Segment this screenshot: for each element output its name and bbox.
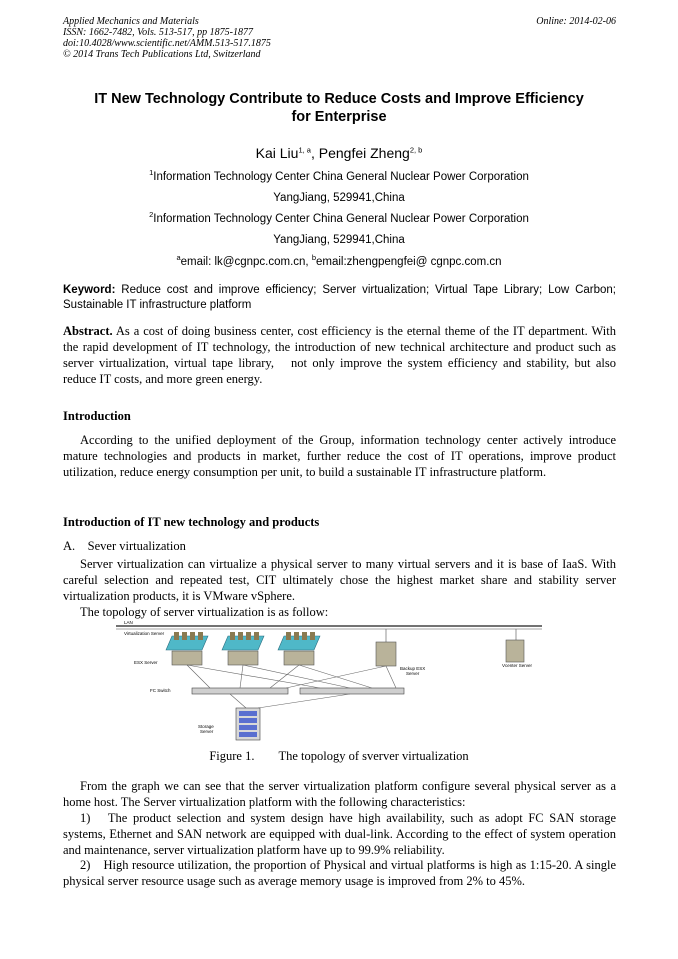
author-separator: , [310, 145, 319, 161]
storage-link-2 [258, 694, 350, 708]
figure-number: Figure 1. [209, 749, 255, 763]
topology-intro-line: The topology of server virtualization is as follow: [80, 605, 329, 619]
vm-1a [174, 632, 179, 640]
abstract-label: Abstract. [63, 324, 113, 338]
storage-disk-4 [239, 732, 257, 737]
keywords [63, 283, 616, 313]
vm-3a [286, 632, 291, 640]
section-heading-introduction: Introduction [63, 409, 131, 423]
label-backup-server: Server [406, 671, 420, 676]
issn: ISSN: 1662-7482, Vols. 513-517, pp 1875-1877 [63, 27, 253, 38]
label-lan: LAN [124, 620, 133, 625]
label-storage: Storage [198, 724, 214, 729]
section-heading-new-technology: Introduction of IT new technology and products [63, 515, 320, 529]
keywords-label: Keyword: [63, 284, 116, 296]
san-links [187, 665, 396, 708]
affiliation-1 [0, 168, 678, 183]
vm-2b [238, 632, 243, 640]
label-storage-server: Server [200, 729, 214, 734]
storage-disk-1 [239, 711, 257, 716]
label-esx-server: ESX Server [134, 660, 158, 665]
label-virtualization-server: Virtualization Server [124, 631, 165, 636]
san-link-3 [240, 665, 243, 688]
doi: doi:10.4028/www.scientific.net/AMM.513-517.1875 [63, 38, 271, 49]
vm-3b [294, 632, 299, 640]
email-b: email:zhengpengfei@ cgnpc.com.cn [315, 256, 502, 268]
vm-2d [254, 632, 259, 640]
email-a-sup: a [176, 253, 181, 263]
topology-figure [110, 620, 550, 746]
vm-2a [230, 632, 235, 640]
keywords-text: Reduce cost and improve efficiency; Server virtualization; Virtual Tape Library; Low Carbon; Sustainable IT infrastructure platform [63, 284, 616, 311]
email-line [0, 253, 678, 268]
label-vcenter: Vcenter Server [502, 663, 533, 668]
email-a: email: lk@cgnpc.com.cn, [180, 256, 312, 268]
graph-paragraph: From the graph we can see that the server virtualization platform configure several physical server as a home host. The Server virtualization platform with the following characteristics: [63, 779, 616, 809]
virtualization-server-group-3 [278, 632, 320, 665]
fc-switch-1 [192, 688, 288, 694]
copyright: © 2014 Trans Tech Publications Ltd, Switzerland [63, 49, 261, 60]
journal-name: Applied Mechanics and Materials [63, 16, 199, 27]
label-fc-switch: FC Switch [150, 688, 171, 693]
storage-disk-2 [239, 718, 257, 723]
esx-server-3 [284, 651, 314, 665]
vm-1b [182, 632, 187, 640]
vm-1c [190, 632, 195, 640]
affiliation-1-org: Information Technology Center China General Nuclear Power Corporation [153, 171, 529, 183]
email-b-sup: b [311, 253, 316, 263]
author-1-sup: 1, a [298, 145, 311, 155]
figure-caption-text: The topology of sverver virtualization [278, 749, 469, 763]
storage-link-1 [230, 694, 246, 708]
characteristic-item-2: 2) High resource utilization, the proportion of Physical and virtual platforms is high as 1:15-20. A single physical server resource usage such as average memory usage is improved from 2% to 45%. [63, 858, 616, 888]
san-link-6 [299, 665, 372, 688]
san-link-4 [243, 665, 350, 688]
san-link-5 [270, 665, 299, 688]
author-1: Kai Liu [255, 145, 299, 161]
affiliation-2 [0, 210, 678, 225]
characteristic-item-1: 1) The product selection and system design have high availability, such as adopt FC SAN storage systems, Ethernet and SAN network are equipped with dual-link. According to the effect of system operation and maintenance, server virtualization platform have up to 99.9% reliability. [63, 811, 616, 857]
author-2-sup: 2, b [409, 145, 423, 155]
esx-server-1 [172, 651, 202, 665]
san-link-8 [386, 666, 396, 688]
vm-3c [302, 632, 307, 640]
affiliation-1-city: YangJiang, 529941,China [273, 192, 405, 204]
server-virtualization-paragraph: Server virtualization can virtualize a physical server to many virtual servers and it is base of IaaS. With careful selection and repeated test, CIT ultimately chose the highest market share and stability server virtualization products, it is VMware vSphere. [63, 557, 616, 603]
vm-3d [310, 632, 315, 640]
online-date: Online: 2014-02-06 [536, 16, 616, 27]
author-list [0, 145, 678, 161]
affiliation-1-sup: 1 [149, 168, 154, 178]
label-backup-esx: Backup ESX [400, 666, 426, 671]
figure-caption [0, 749, 678, 764]
title-line-1: IT New Technology Contribute to Reduce Costs and Improve Efficiency [94, 91, 584, 107]
vcenter-server [506, 640, 524, 662]
vm-2c [246, 632, 251, 640]
backup-esx-server [376, 642, 396, 666]
virtualization-server-group-2 [222, 632, 264, 665]
virtualization-server-group-1 [166, 632, 208, 665]
journal-header [63, 16, 616, 60]
abstract [63, 323, 616, 387]
author-2: Pengfei Zheng [318, 145, 410, 161]
introduction-paragraph: According to the unified deployment of the Group, information technology center actively introduce mature technologies and products in market, further reduce the cost of IT operations, improve product utilization, reduce energy consumption per unit, to build a sustainable IT infrastructure platform. [63, 433, 616, 479]
storage-disk-3 [239, 725, 257, 730]
affiliation-2-org: Information Technology Center China General Nuclear Power Corporation [153, 213, 529, 225]
subsection-server-virtualization: A. Sever virtualization [63, 539, 186, 553]
affiliation-2-city: YangJiang, 529941,China [273, 234, 405, 246]
title-line-2: for Enterprise [291, 109, 387, 125]
esx-server-2 [228, 651, 258, 665]
vm-1d [198, 632, 203, 640]
fc-switch-2 [300, 688, 404, 694]
affiliation-2-sup: 2 [149, 210, 154, 220]
abstract-text: As a cost of doing business center, cost efficiency is the eternal theme of the IT department. With the rapid development of IT technology, the introduction of new technical architecture and product such as server virtualization, virtual tape library, not only improve the system efficiency and stability, but also reduce IT costs, and more green energy. [63, 324, 616, 386]
paper-title [40, 90, 638, 126]
